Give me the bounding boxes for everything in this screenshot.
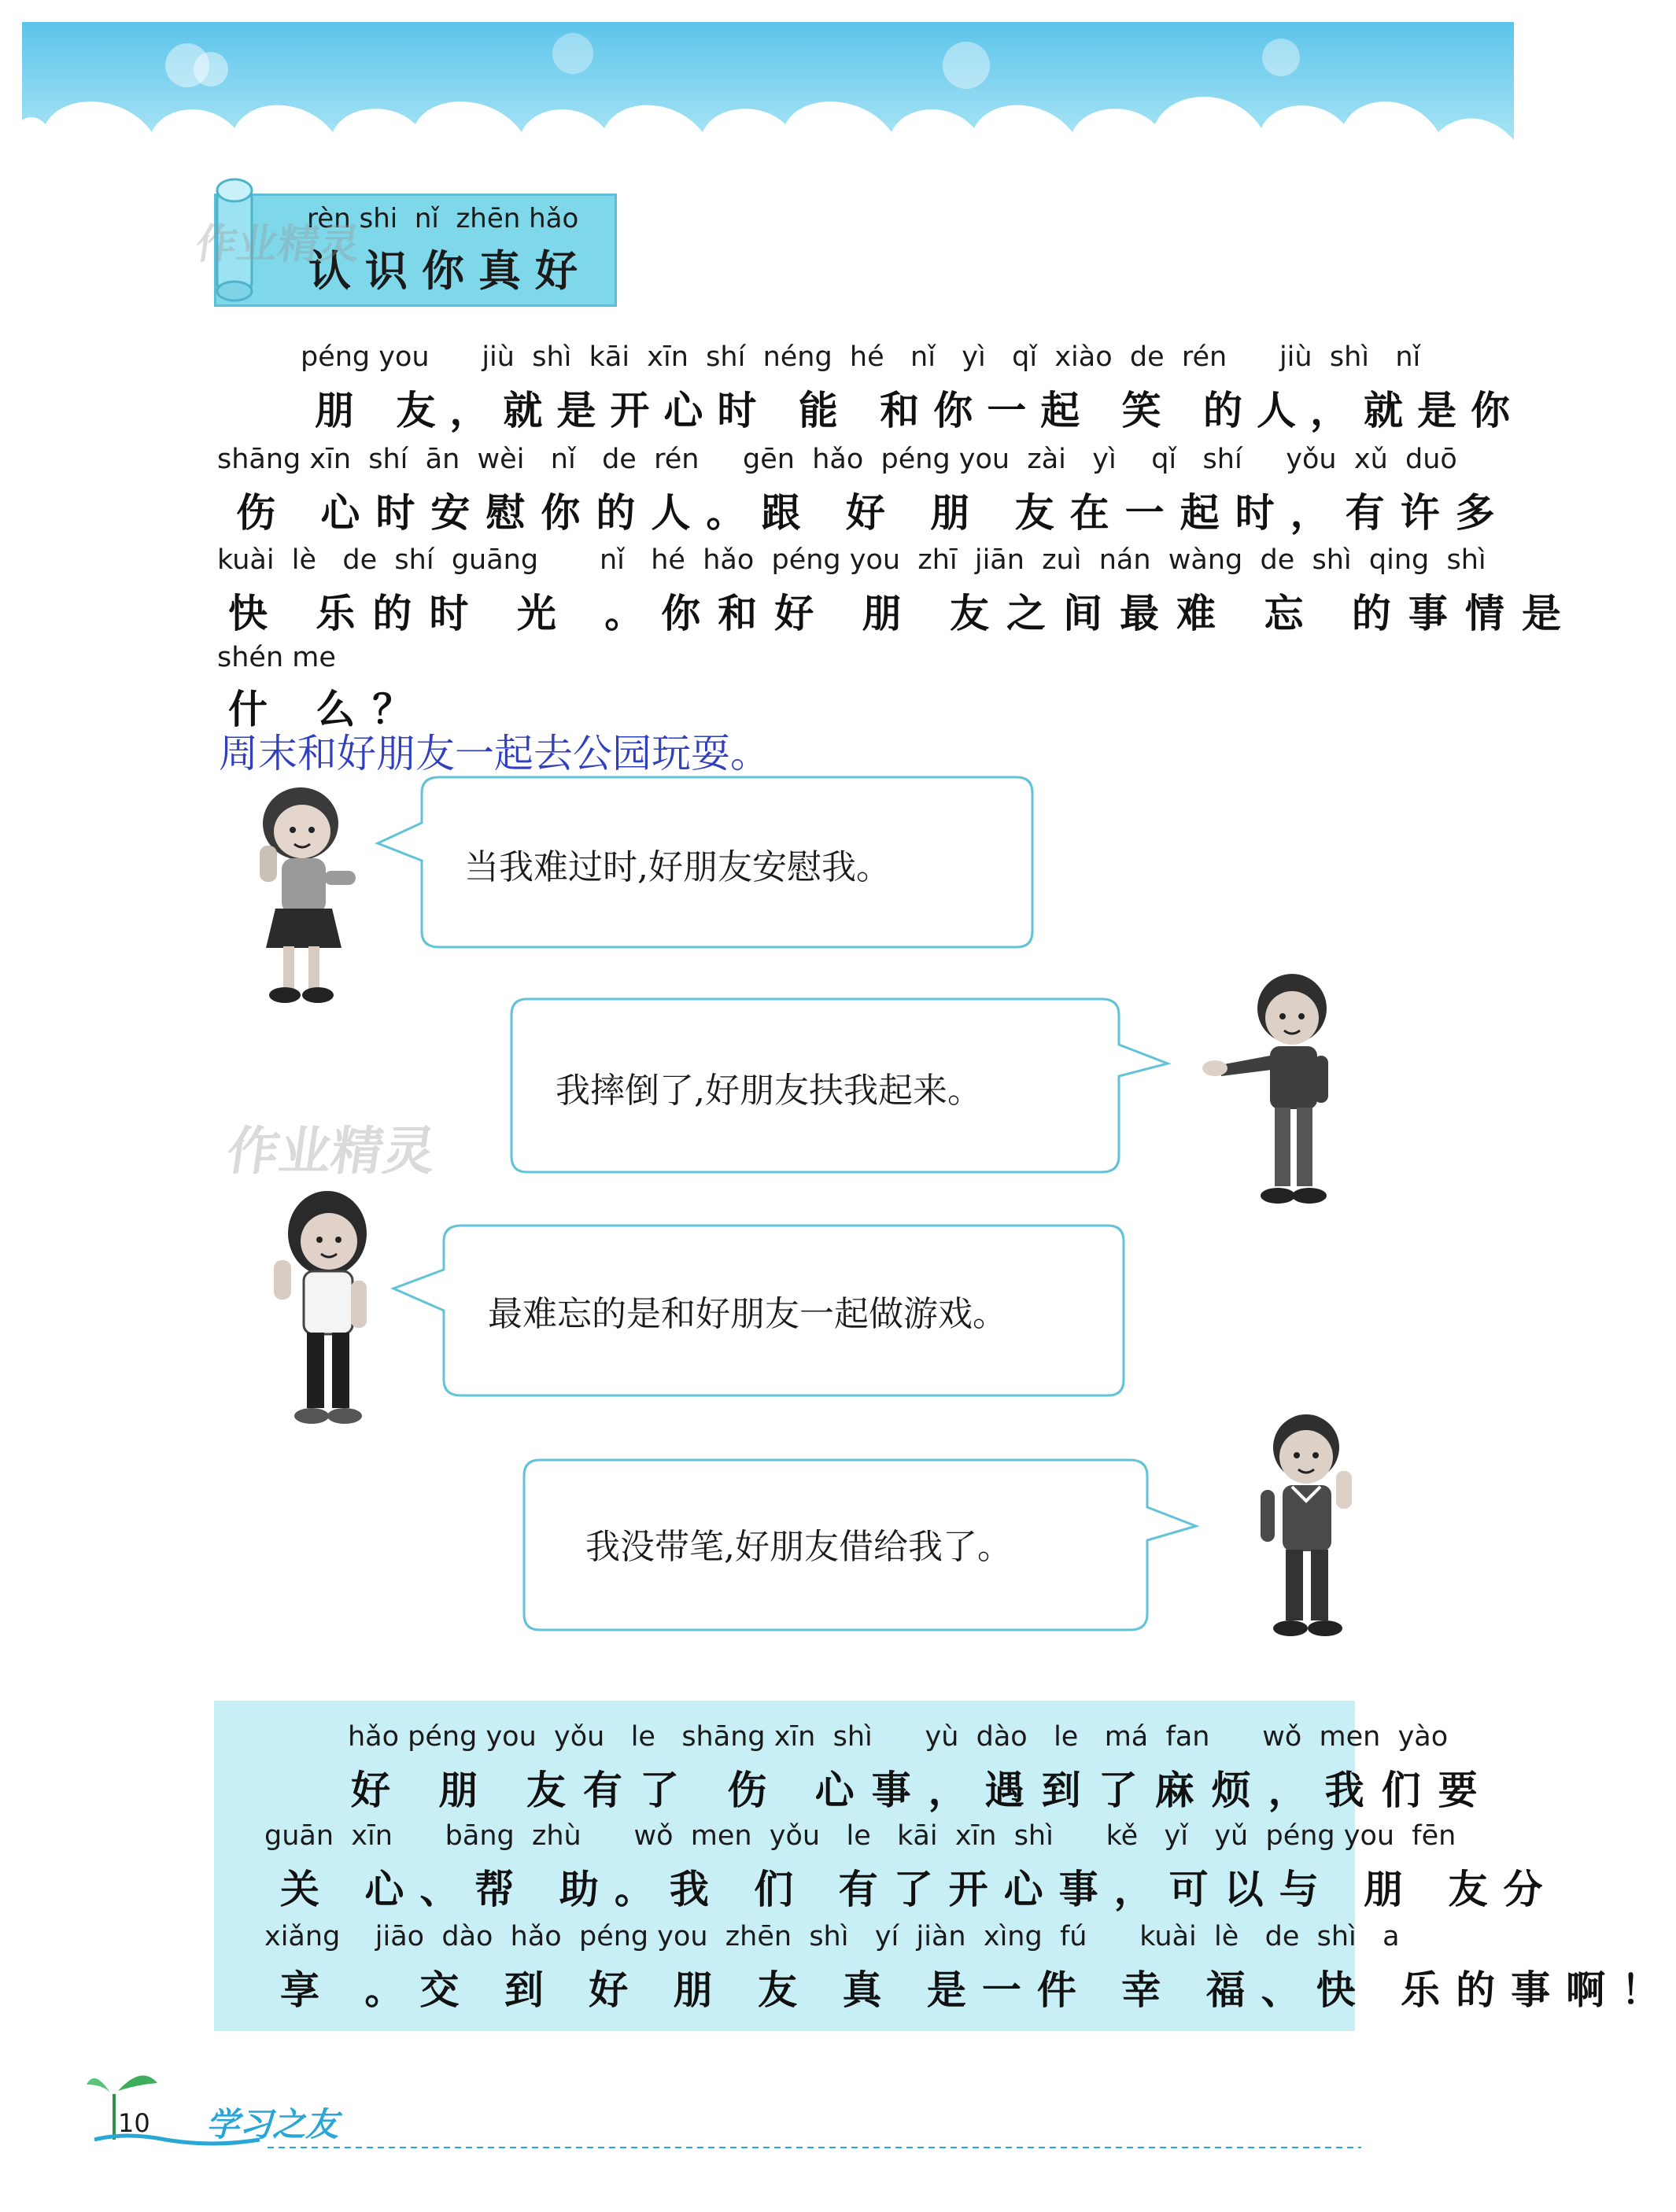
speech-bubble-text: 我没带笔,好朋友借给我了。 xyxy=(585,1527,1012,1567)
summary-text-line: 关 心、帮 助。我 们 有了开心事，可以与 朋 友分 xyxy=(280,1866,1559,1912)
boy-illustration xyxy=(1196,968,1369,1219)
lesson-title-pinyin: rèn shi nǐ zhēn hǎo xyxy=(307,203,579,234)
speech-bubble-text: 当我难过时,好朋友安慰我。 xyxy=(464,847,891,887)
cloud-banner xyxy=(22,22,1514,156)
summary-text-line: 好 朋 友有了 伤 心事，遇到了麻烦，我们要 xyxy=(351,1767,1495,1813)
page-number: 10 xyxy=(118,2108,150,2138)
watermark: 作业精灵 xyxy=(193,221,364,268)
intro-pinyin-line: shén me xyxy=(217,642,336,673)
intro-pinyin-line: shāng xīn shí ān wèi nǐ de rén gēn hǎo péng you zài yì qǐ shí yǒu xǔ duō xyxy=(217,444,1457,475)
girl-illustration xyxy=(236,783,378,1011)
intro-pinyin-line: kuài lè de shí guāng nǐ hé hǎo péng you zhī jiān zuì nán wàng de shì qing shì xyxy=(217,544,1486,576)
intro-pinyin-line: péng you jiù shì kāi xīn shí néng hé nǐ yì qǐ xiào de rén jiù shì nǐ xyxy=(301,341,1421,373)
girl-illustration xyxy=(260,1188,393,1432)
boy-illustration xyxy=(1243,1408,1369,1644)
intro-text-line: 伤 心时安慰你的人。跟 好 朋 友在一起时，有许多 xyxy=(236,489,1511,536)
summary-pinyin-line: xiǎng jiāo dào hǎo péng you zhēn shì yí jiàn xìng fú kuài lè de shì a xyxy=(264,1921,1400,1952)
handwritten-answer: 周末和好朋友一起去公园玩耍。 xyxy=(219,731,770,776)
summary-text-line: 享 。交 到 好 朋 友 真 是一件 幸 福、快 乐的事啊！ xyxy=(280,1967,1676,2013)
summary-pinyin-line: guān xīn bāng zhù wǒ men yǒu le kāi xīn shì kě yǐ yǔ péng you fēn xyxy=(264,1820,1456,1852)
publication-brand: 学习之友 xyxy=(206,2105,339,2144)
speech-bubble-text: 我摔倒了,好朋友扶我起来。 xyxy=(556,1071,982,1111)
intro-text-line: 快 乐的时 光 。你和好 朋 友之间最难 忘 的事情是 xyxy=(228,590,1578,636)
speech-bubble-text: 最难忘的是和好朋友一起做游戏。 xyxy=(488,1294,1007,1334)
lesson-title: 认识你真好 xyxy=(308,245,592,296)
intro-text-line: 什 么？ xyxy=(228,686,430,732)
watermark: 作业精灵 xyxy=(223,1121,440,1182)
summary-pinyin-line: hǎo péng you yǒu le shāng xīn shì yù dào le má fan wǒ men yào xyxy=(348,1721,1449,1753)
intro-text-line: 朋 友，就是开心时 能 和你一起 笑 的人，就是你 xyxy=(315,387,1525,433)
